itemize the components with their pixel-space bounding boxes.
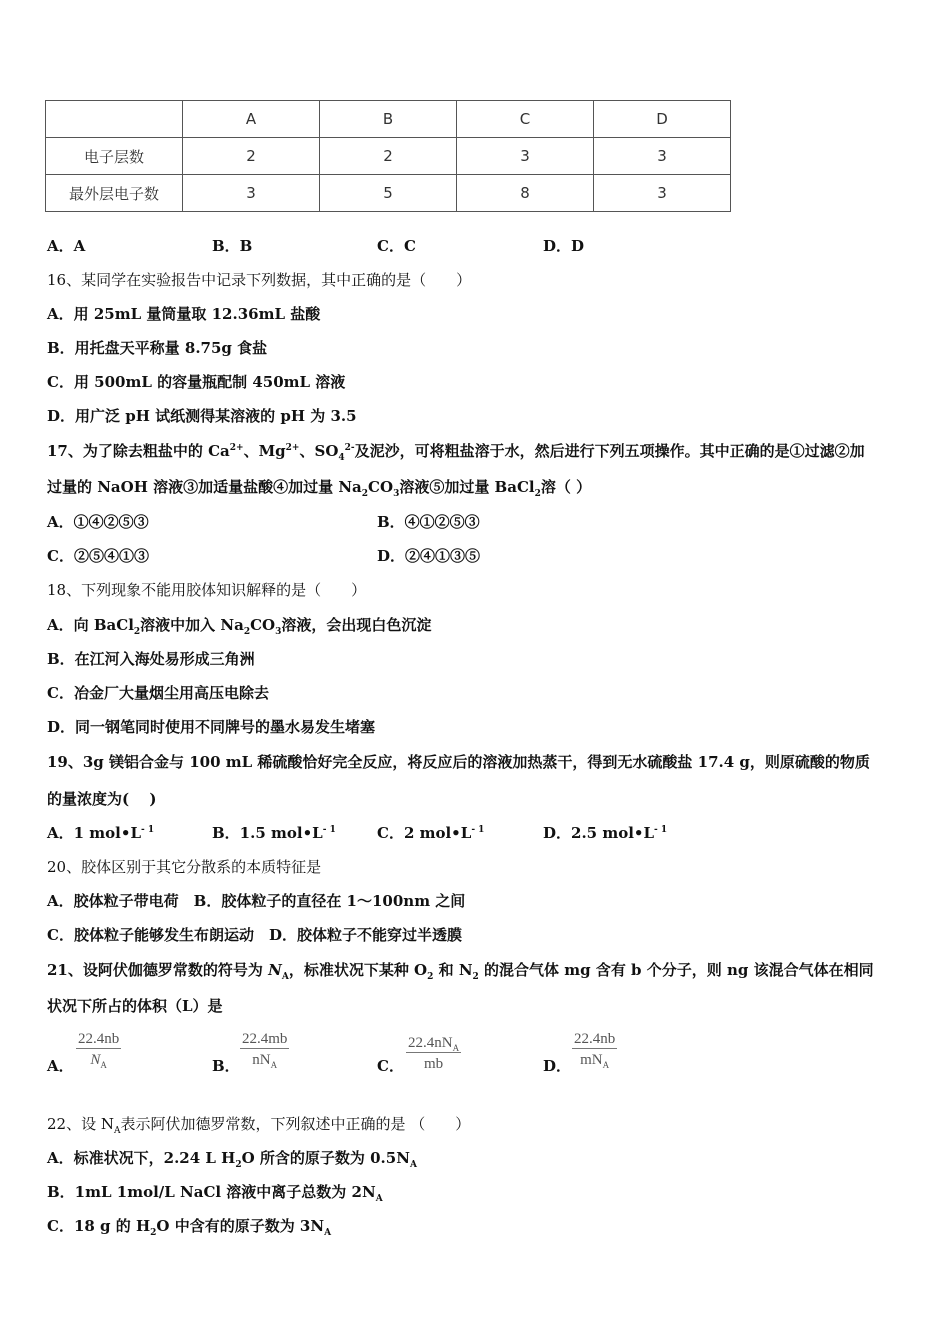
q16-option-d: D．用广泛 pH 试纸测得某溶液的 pH 为 3.5 <box>47 407 357 425</box>
table-cell <box>46 101 183 138</box>
q17-option-d: D．②④①③⑤ <box>377 547 481 565</box>
q20-options-line1: A．胶体粒子带电荷 B．胶体粒子的直径在 1～100nm 之间 <box>47 892 466 910</box>
q18-option-b: B．在江河入海处易形成三角洲 <box>47 650 255 668</box>
table-cell: 3 <box>594 175 731 212</box>
table-row <box>46 175 731 212</box>
q16-option-a: A．用 25mL 量筒量取 12.36mL 盐酸 <box>47 305 321 323</box>
q22-option-b: B．1mL 1mol/L NaCl 溶液中离子总数为 $2N_A$ <box>47 1183 383 1204</box>
q19-stem-line1: 19、3g 镁铝合金与 100 mL 稀硫酸恰好完全反应，将反应后的溶液加热蒸干，得到无水硫酸盐 17.4 g，则原硫酸的物质 <box>47 753 870 771</box>
table-cell: D <box>594 101 731 138</box>
table-cell: 3 <box>183 175 320 212</box>
electron-table <box>45 100 731 212</box>
q19-stem-line2: 的量浓度为( ) <box>47 790 157 808</box>
q15-option-a: A．A <box>47 237 86 255</box>
q15-option-c: C．C <box>377 237 416 255</box>
q21-option-d-label: D． <box>543 1057 572 1075</box>
q22-stem: 22、设 $N_A$表示阿伏加德罗常数，下列叙述中正确的是 （ ） <box>47 1115 471 1136</box>
q21-option-c-fraction: $22.4nN_A$ mb <box>408 1035 460 1072</box>
q21-option-b-fraction: 22.4mb $nN_A$ <box>242 1031 288 1070</box>
q19-option-b: B．1.5 $mol•L^{- 1}$ <box>212 824 336 842</box>
table-cell: 8 <box>457 175 594 212</box>
table-row <box>46 138 731 175</box>
q17-option-a: A．①④②⑤③ <box>47 513 149 531</box>
q16-stem: 16、某同学在实验报告中记录下列数据，其中正确的是（ ） <box>47 271 472 289</box>
q16-option-c: C．用 500mL 的容量瓶配制 450mL 溶液 <box>47 373 346 391</box>
table-cell: 最外层电子数 <box>46 175 183 212</box>
q21-option-c-label: C． <box>377 1057 404 1075</box>
table-header-row <box>46 101 731 138</box>
q21-stem-line1: 21、设阿伏伽德罗常数的符号为 $N_A$，标准状况下某种 $O_2$ 和 $N_2$ 的混合气体 mg 含有 b 个分子，则 ng 该混合气体在相同 <box>47 961 874 982</box>
q20-options-line2: C．胶体粒子能够发生布朗运动 D．胶体粒子不能穿过半透膜 <box>47 926 462 944</box>
q22-option-c: C．18 g 的 $H_2O$ 中含有的原子数为 $3N_A$ <box>47 1217 332 1238</box>
q17-stem-line1: 17、为了除去粗盐中的 $Ca^{2+}$、$Mg^{2+}$、$SO_4^{2-}$及泥沙，可将粗盐溶于水，然后进行下列五项操作。其中正确的是①过滤②加 <box>47 442 865 463</box>
table-cell: 5 <box>320 175 457 212</box>
table-cell: 3 <box>594 138 731 175</box>
q18-option-c: C．冶金厂大量烟尘用高压电除去 <box>47 684 269 702</box>
q17-option-b: B．④①②⑤③ <box>377 513 480 531</box>
q16-option-b: B．用托盘天平称量 8.75g 食盐 <box>47 339 268 357</box>
table-cell: 电子层数 <box>46 138 183 175</box>
q17-option-c: C．②⑤④①③ <box>47 547 149 565</box>
q21-option-d-fraction: 22.4nb $mN_A$ <box>574 1031 616 1070</box>
q21-stem-line2: 状况下所占的体积（L）是 <box>47 997 223 1015</box>
q22-option-a: A．标准状况下，2.24 L $H_2O$ 所含的原子数为 $0.5N_A$ <box>47 1149 417 1170</box>
q17-stem-line2: 过量的 NaOH 溶液③加适量盐酸④加过量 $Na_2CO_3$溶液⑤加过量 BaCl$_2$溶（ ） <box>47 478 592 499</box>
q18-option-a: A．向 BaCl$_2$溶液中加入 $Na_2CO_3$溶液，会出现白色沉淀 <box>47 616 432 637</box>
table-cell: 2 <box>183 138 320 175</box>
table-cell: A <box>183 101 320 138</box>
q20-stem: 20、胶体区别于其它分散系的本质特征是 <box>47 858 322 876</box>
q21-option-b-label: B． <box>212 1057 240 1075</box>
q15-option-d: D．D <box>543 237 585 255</box>
q18-stem: 18、下列现象不能用胶体知识解释的是（ ） <box>47 581 367 599</box>
q21-option-a-label: A． <box>47 1057 74 1075</box>
q19-option-d: D．2.5 $mol•L^{- 1}$ <box>543 824 668 842</box>
table-cell: 3 <box>457 138 594 175</box>
q15-option-b: B．B <box>212 237 253 255</box>
table-cell: 2 <box>320 138 457 175</box>
q19-option-a: A．1 $mol•L^{- 1}$ <box>47 824 155 842</box>
q21-option-a-fraction: $\frac{22.4nb}{N_A}$ <box>78 1031 120 1070</box>
q18-option-d: D．同一钢笔同时使用不同牌号的墨水易发生堵塞 <box>47 718 376 736</box>
table-cell: C <box>457 101 594 138</box>
q19-option-c: C．2 $mol•L^{- 1}$ <box>377 824 485 842</box>
table-cell: B <box>320 101 457 138</box>
